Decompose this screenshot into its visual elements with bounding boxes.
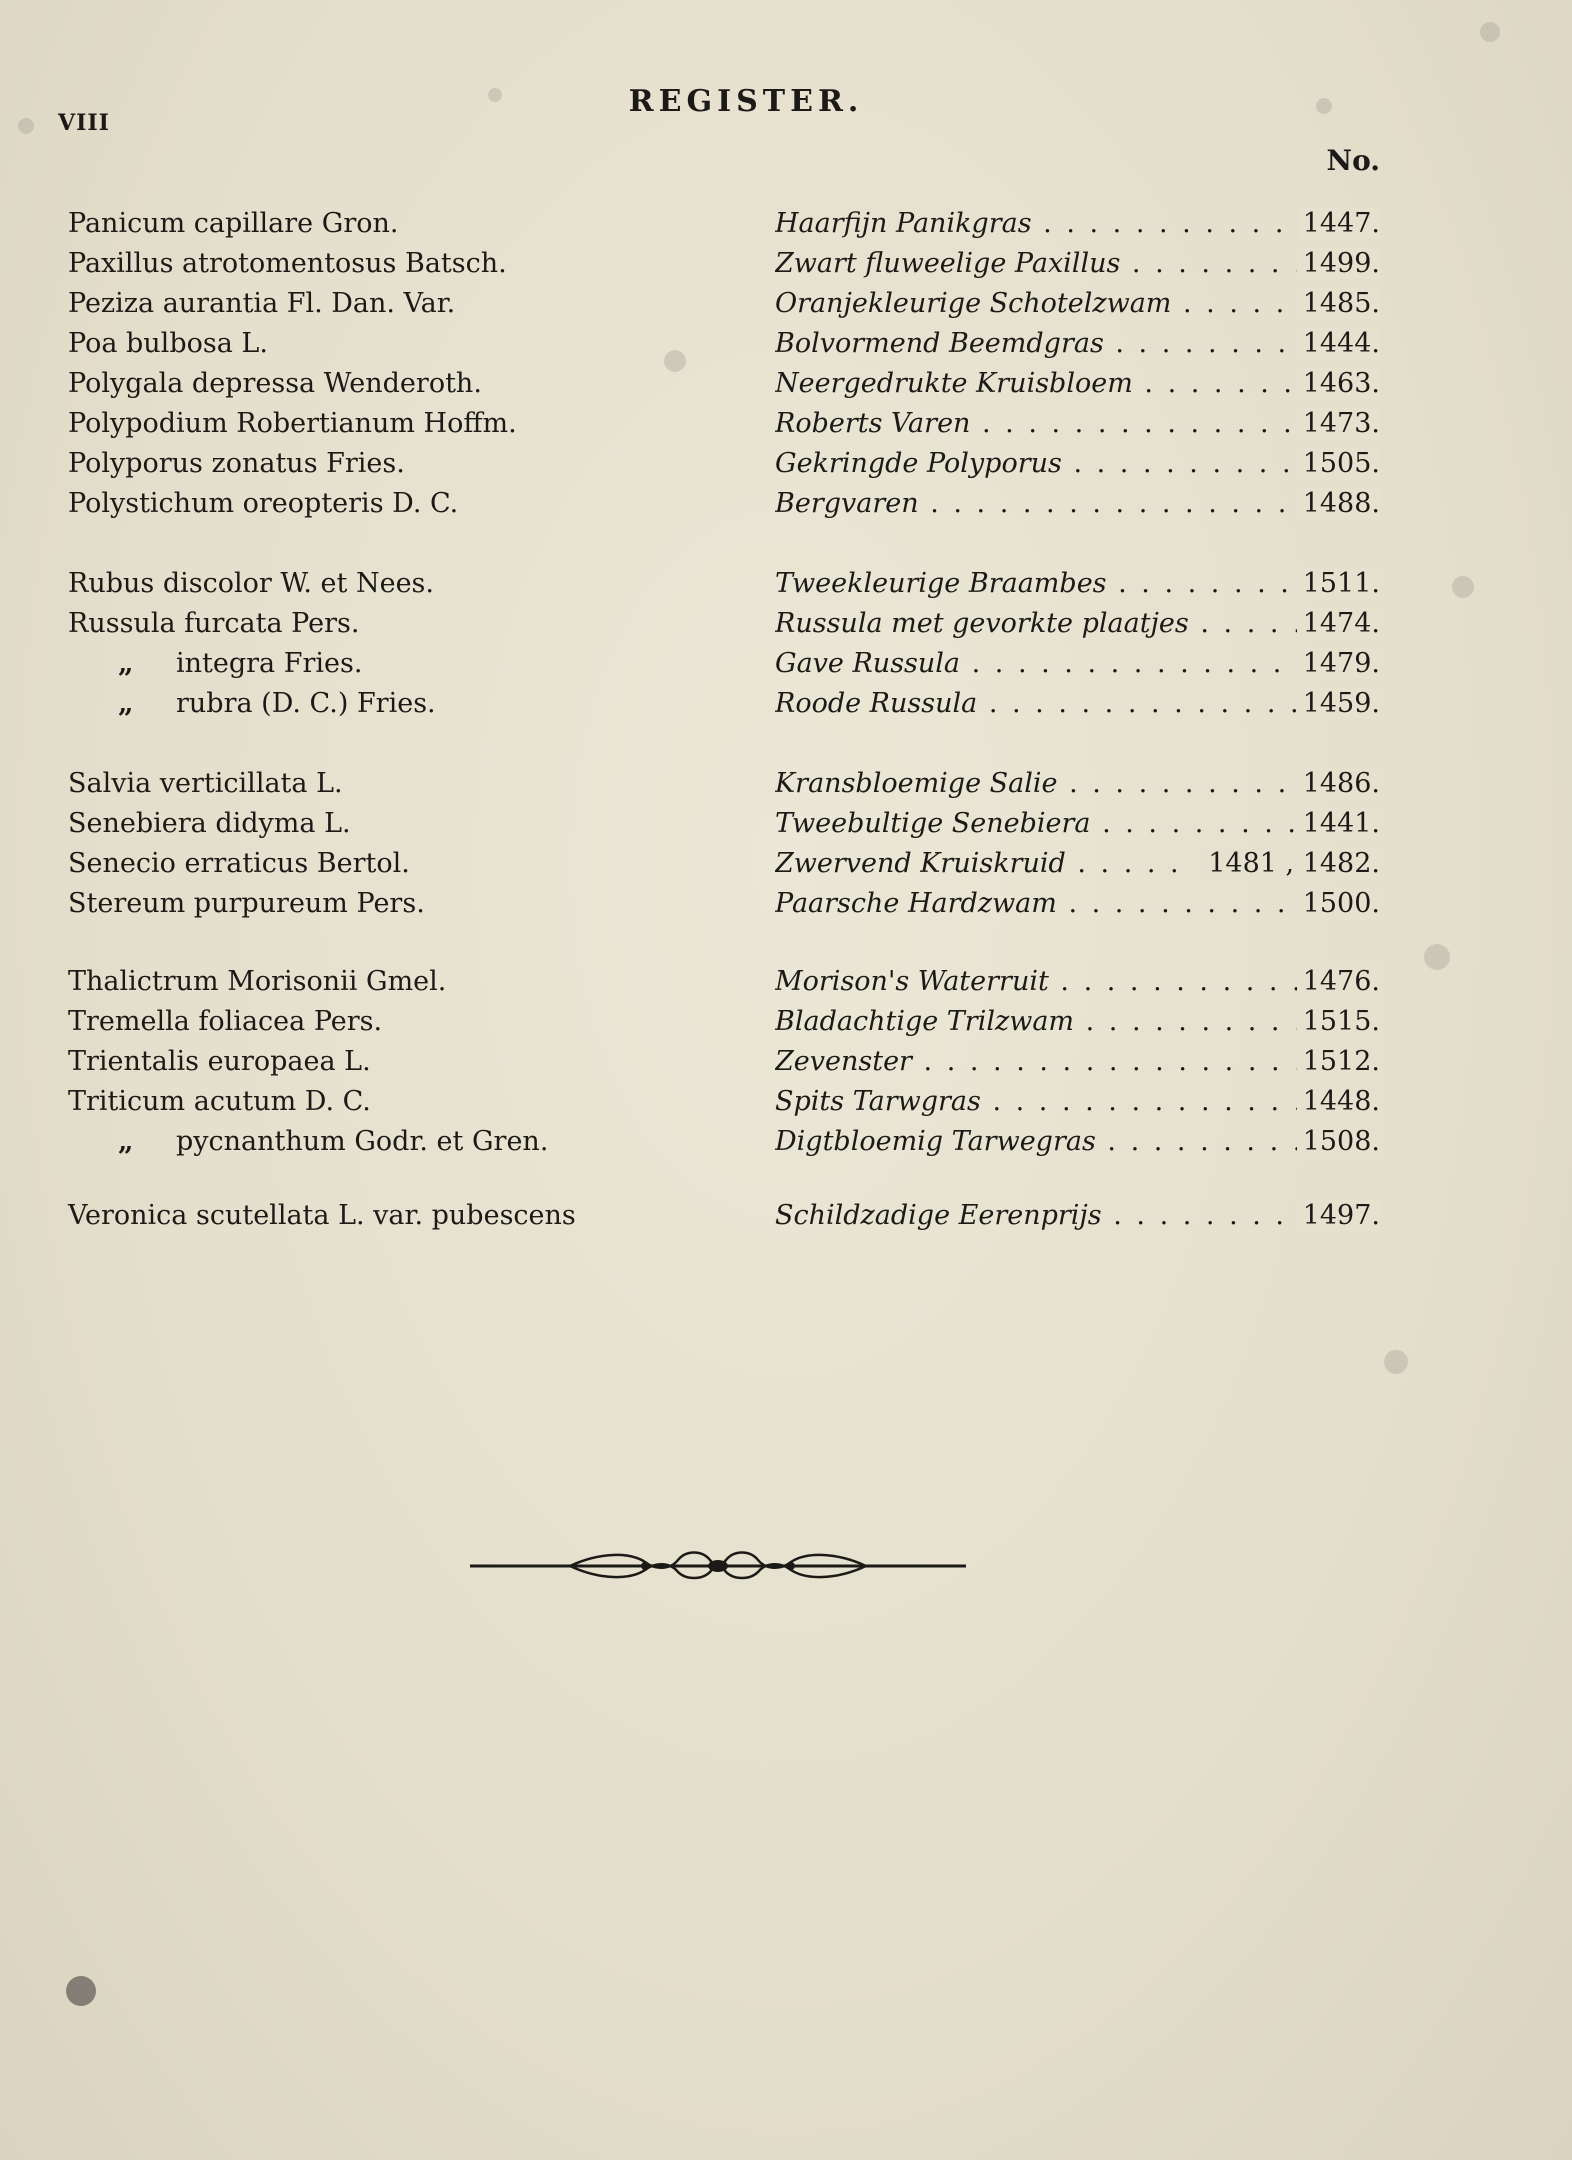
register-row: [0, 1082, 1572, 1122]
entry-number: 1448.: [1270, 1082, 1380, 1122]
dutch-name: Roode Russula . . .: [775, 684, 1297, 724]
dutch-name: Gekringde Polyporus . . .: [775, 444, 1297, 484]
latin-name: Poa bulbosa L.: [68, 328, 268, 359]
entry-number: 1441.: [1270, 804, 1380, 844]
latin-name: Russula furcata Pers.: [68, 608, 360, 639]
latin-name: Senebiera didyma L.: [68, 808, 351, 839]
dutch-name: Tweekleurige Braambes . . .: [775, 564, 1297, 604]
ditto-mark: „: [118, 688, 134, 719]
entry-number: 1459.: [1270, 684, 1380, 724]
dutch-name: Tweebultige Senebiera . . .: [775, 804, 1297, 844]
latin-name: Trientalis europaea L.: [68, 1046, 371, 1077]
dutch-name: Bolvormend Beemdgras . . .: [775, 324, 1297, 364]
latin-name: „ rubra (D. C.) Fries.: [68, 684, 436, 724]
entry-number: 1497.: [1270, 1196, 1380, 1236]
dutch-name: Kransbloemige Salie . . .: [775, 764, 1297, 804]
latin-name: Tremella foliacea Pers.: [68, 1006, 383, 1037]
register-row: [0, 1002, 1572, 1042]
dutch-name: Zwart fluweelige Paxillus . . .: [775, 244, 1297, 284]
register-row: [0, 644, 1572, 684]
register-row: [0, 244, 1572, 284]
dutch-name: Russula met gevorkte plaatjes . . .: [775, 604, 1297, 644]
latin-name: Senecio erraticus Bertol.: [68, 848, 410, 879]
entry-number: 1473.: [1270, 404, 1380, 444]
entry-number: 1488.: [1270, 484, 1380, 524]
entry-number: 1499.: [1270, 244, 1380, 284]
register-row: [0, 804, 1572, 844]
register-row: [0, 962, 1572, 1002]
entry-number: 1505.: [1270, 444, 1380, 484]
dutch-name: Zwervend Kruiskruid . . .: [775, 844, 1185, 884]
dutch-name: Spits Tarwgras . . .: [775, 1082, 1297, 1122]
latin-name: Polygala depressa Wenderoth.: [68, 368, 482, 399]
latin-name: „ pycnanthum Godr. et Gren.: [68, 1122, 548, 1162]
latin-name: Paxillus atrotomentosus Batsch.: [68, 248, 507, 279]
register-row: [0, 684, 1572, 724]
latin-name: Panicum capillare Gron.: [68, 208, 399, 239]
register-row: [0, 204, 1572, 244]
latin-name: Thalictrum Morisonii Gmel.: [68, 966, 447, 997]
latin-name: Polyporus zonatus Fries.: [68, 448, 405, 479]
latin-name: Polystichum oreopteris D. C.: [68, 488, 459, 519]
register-row: [0, 1196, 1572, 1236]
register-row: [0, 284, 1572, 324]
dutch-name: Schildzadige Eerenprijs . . .: [775, 1196, 1297, 1236]
latin-name: Triticum acutum D. C.: [68, 1086, 371, 1117]
number-column-header: No.: [1326, 144, 1380, 177]
entry-number: 1486.: [1270, 764, 1380, 804]
dutch-name: Digtbloemig Tarwegras . . .: [775, 1122, 1297, 1162]
latin-name: Rubus discolor W. et Nees.: [68, 568, 434, 599]
dutch-name: Paarsche Hardzwam . . .: [775, 884, 1297, 924]
dutch-name: Neergedrukte Kruisbloem . . .: [775, 364, 1297, 404]
entry-number: 1481 , 1482.: [1180, 844, 1380, 884]
latin-name: Stereum purpureum Pers.: [68, 888, 425, 919]
latin-name: Veronica scutellata L. var. pubescens: [68, 1200, 576, 1231]
register-row: [0, 404, 1572, 444]
entry-number: 1515.: [1270, 1002, 1380, 1042]
entry-number: 1474.: [1270, 604, 1380, 644]
entry-number: 1476.: [1270, 962, 1380, 1002]
latin-name: Peziza aurantia Fl. Dan. Var.: [68, 288, 456, 319]
paper-speck: [1384, 1350, 1408, 1374]
register-row: [0, 844, 1572, 884]
latin-name: Salvia verticillata L.: [68, 768, 343, 799]
dutch-name: Morison's Waterruit . . .: [775, 962, 1297, 1002]
register-row: [0, 1042, 1572, 1082]
page-number: VIII: [58, 110, 110, 136]
entry-number: 1485.: [1270, 284, 1380, 324]
register-row: [0, 1122, 1572, 1162]
dutch-name: Gave Russula . . .: [775, 644, 1297, 684]
paper-speck: [18, 118, 34, 134]
register-row: [0, 484, 1572, 524]
register-row: [0, 884, 1572, 924]
register-row: [0, 604, 1572, 644]
entry-number: 1508.: [1270, 1122, 1380, 1162]
page-title: REGISTER.: [628, 84, 864, 119]
latin-name: „ integra Fries.: [68, 644, 362, 684]
dutch-name: Zevenster . . .: [775, 1042, 1297, 1082]
dutch-name: Bladachtige Trilzwam . . .: [775, 1002, 1297, 1042]
entry-number: 1512.: [1270, 1042, 1380, 1082]
dutch-name: Haarfijn Panikgras . . .: [775, 204, 1297, 244]
paper-speck: [1480, 22, 1500, 42]
register-row: [0, 564, 1572, 604]
entry-number: 1463.: [1270, 364, 1380, 404]
register-row: [0, 444, 1572, 484]
paper-speck: [66, 1976, 96, 2006]
dutch-name: Roberts Varen . . .: [775, 404, 1297, 444]
ditto-mark: „: [118, 648, 134, 679]
entry-number: 1479.: [1270, 644, 1380, 684]
entry-number: 1511.: [1270, 564, 1380, 604]
dutch-name: Bergvaren . . .: [775, 484, 1297, 524]
entry-number: 1444.: [1270, 324, 1380, 364]
register-row: [0, 324, 1572, 364]
entry-number: 1500.: [1270, 884, 1380, 924]
latin-name: Polypodium Robertianum Hoffm.: [68, 408, 517, 439]
entry-number: 1447.: [1270, 204, 1380, 244]
dutch-name: Oranjekleurige Schotelzwam . . .: [775, 284, 1297, 324]
ditto-mark: „: [118, 1126, 134, 1157]
ornamental-divider-icon: [470, 1548, 966, 1582]
register-row: [0, 364, 1572, 404]
register-row: [0, 764, 1572, 804]
